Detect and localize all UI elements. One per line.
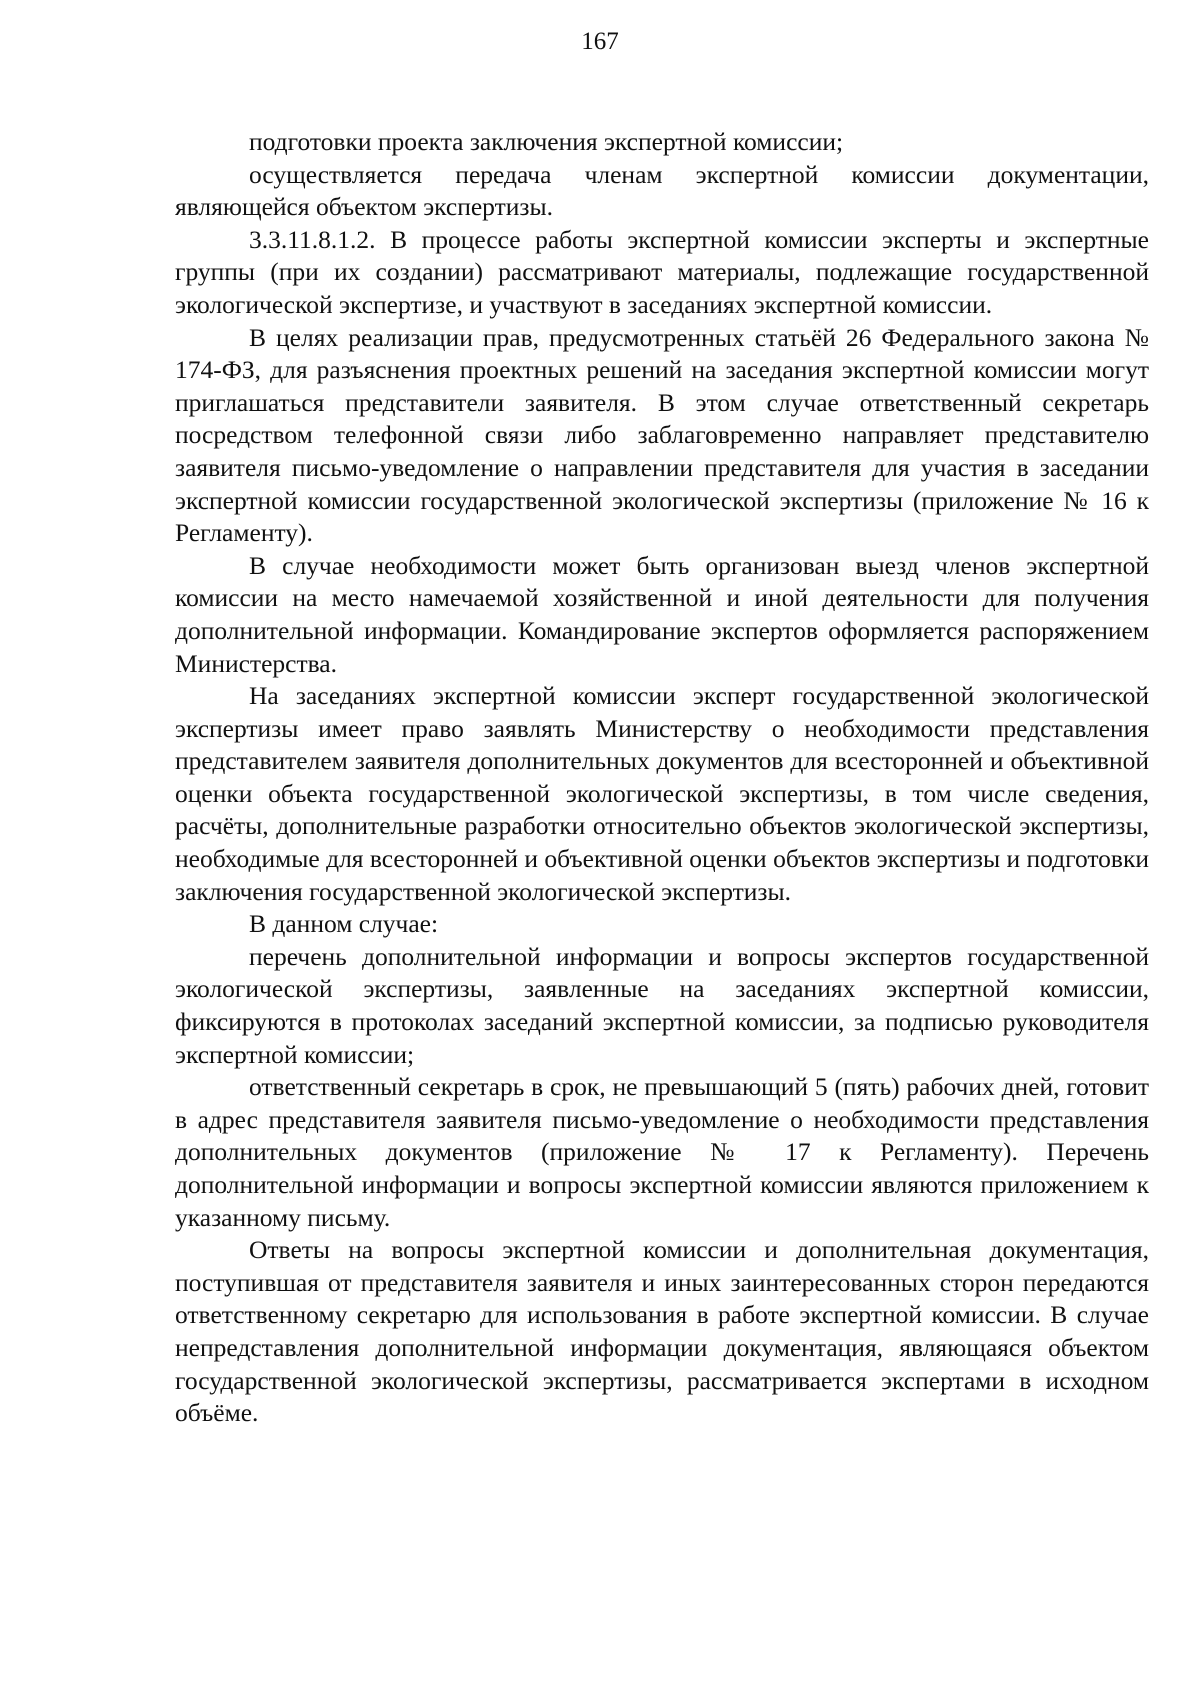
paragraph: ответственный секретарь в срок, не превышающий 5 (пять) рабочих дней, готовит в адрес представителя заявителя письмо-уведомление о необходимости представления дополнительных документов (приложение № 17 к Регламенту). Перечень дополнительной информации и вопросы экспертной комиссии являются приложением к указанному письму. xyxy=(175,1072,1149,1232)
document-body xyxy=(175,126,1149,1430)
paragraph: перечень дополнительной информации и вопросы экспертов государственной экологической экспертизы, заявленные на заседаниях экспертной комиссии, фиксируются в протоколах заседаний экспертной комиссии, за подписью руководителя экспертной комиссии; xyxy=(175,941,1149,1069)
paragraph: В случае необходимости может быть организован выезд членов экспертной комиссии на место намечаемой хозяйственной и иной деятельности для получения дополнительной информации. Командирование экспертов оформляется распоряжением Министерства. xyxy=(175,550,1149,678)
paragraph: В целях реализации прав, предусмотренных статьёй 26 Федерального закона № 174-ФЗ, для разъяснения проектных решений на заседания экспертной комиссии могут приглашаться представители заявителя. В этом случае ответственный секретарь посредством телефонной связи либо заблаговременно направляет представителю заявителя письмо-уведомление о направлении представителя для участия в заседании экспертной комиссии государственной экологической экспертизы (приложение № 16 к Регламенту). xyxy=(175,322,1149,548)
paragraph: На заседаниях экспертной комиссии эксперт государственной экологической экспертизы имеет право заявлять Министерству о необходимости представления представителем заявителя дополнительных документов для всесторонней и объективной оценки объекта государственной экологической экспертизы, в том числе сведения, расчёты, дополнительные разработки относительно объектов экологической экспертизы, необходимые для всесторонней и объективной оценки объектов экспертизы и подготовки заключения государственной экологической экспертизы. xyxy=(175,681,1149,906)
paragraph: осуществляется передача членам экспертной комиссии документации, являющейся объектом экспертизы. xyxy=(175,159,1149,222)
paragraph: Ответы на вопросы экспертной комиссии и дополнительная документация, поступившая от представителя заявителя и иных заинтересованных сторон передаются ответственному секретарю для использования в работе экспертной комиссии. В случае непредставления дополнительной информации документация, являющаяся объектом государственной экологической экспертизы, рассматривается экспертами в исходном объёме. xyxy=(175,1235,1149,1428)
paragraph: подготовки проекта заключения экспертной комиссии; xyxy=(249,127,844,156)
paragraph: В данном случае: xyxy=(249,909,439,939)
page-number: 167 xyxy=(581,28,619,55)
paragraph: 3.3.11.8.1.2. В процессе работы экспертной комиссии эксперты и экспертные группы (при их создании) рассматривают материалы, подлежащие государственной экологической экспертизе, и участвуют в заседаниях экспертной комиссии. xyxy=(175,224,1149,319)
